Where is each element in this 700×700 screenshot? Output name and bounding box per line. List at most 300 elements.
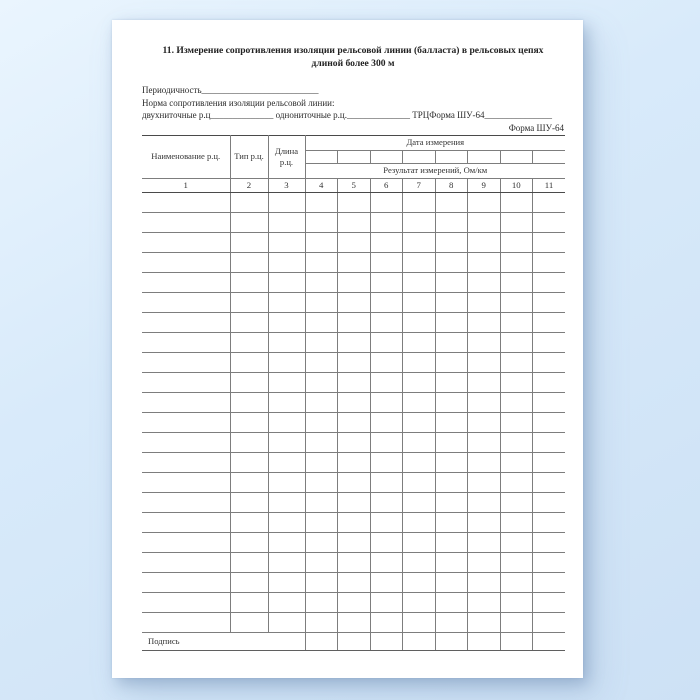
empty-cell xyxy=(403,552,436,572)
empty-cell xyxy=(435,432,468,452)
empty-cell xyxy=(268,332,305,352)
empty-cell xyxy=(268,352,305,372)
empty-cell xyxy=(142,552,230,572)
empty-cell xyxy=(500,552,533,572)
empty-cell xyxy=(435,472,468,492)
empty-cell xyxy=(305,412,338,432)
table-row xyxy=(142,592,565,612)
date-entry-cell xyxy=(403,150,436,163)
signature-value-cell xyxy=(533,632,566,650)
empty-cell xyxy=(230,332,268,352)
empty-cell xyxy=(533,292,566,312)
empty-cell xyxy=(468,432,501,452)
empty-cell xyxy=(533,512,566,532)
table-row xyxy=(142,452,565,472)
empty-cell xyxy=(338,272,371,292)
periodicity-line: Периодичность__________________________ xyxy=(142,85,319,95)
table-row xyxy=(142,192,565,212)
empty-cell xyxy=(370,472,403,492)
empty-cell xyxy=(468,512,501,532)
empty-cell xyxy=(533,212,566,232)
empty-cell xyxy=(468,492,501,512)
page-title-line2: длиной более 300 м xyxy=(311,58,395,69)
empty-cell xyxy=(435,572,468,592)
empty-cell xyxy=(500,392,533,412)
empty-cell xyxy=(142,192,230,212)
empty-cell xyxy=(533,312,566,332)
empty-cell xyxy=(500,192,533,212)
empty-cell xyxy=(468,352,501,372)
empty-cell xyxy=(468,332,501,352)
empty-cell xyxy=(403,312,436,332)
empty-cell xyxy=(230,212,268,232)
empty-cell xyxy=(435,192,468,212)
column-number-cell: 10 xyxy=(500,178,533,192)
empty-cell xyxy=(305,552,338,572)
empty-cell xyxy=(305,452,338,472)
empty-cell xyxy=(268,372,305,392)
empty-cell xyxy=(500,572,533,592)
empty-cell xyxy=(403,192,436,212)
empty-cell xyxy=(468,552,501,572)
empty-cell xyxy=(533,452,566,472)
signature-value-cell xyxy=(403,632,436,650)
empty-cell xyxy=(268,252,305,272)
table-row xyxy=(142,292,565,312)
empty-cell xyxy=(230,492,268,512)
column-number-cell: 4 xyxy=(305,178,338,192)
column-number-cell: 1 xyxy=(142,178,230,192)
empty-cell xyxy=(142,372,230,392)
empty-cell xyxy=(500,592,533,612)
empty-cell xyxy=(305,612,338,632)
empty-cell xyxy=(500,212,533,232)
empty-cell xyxy=(370,432,403,452)
empty-cell xyxy=(435,612,468,632)
empty-cell xyxy=(230,572,268,592)
empty-cell xyxy=(142,332,230,352)
empty-cell xyxy=(435,592,468,612)
date-entry-cell xyxy=(533,150,566,163)
empty-cell xyxy=(305,372,338,392)
empty-cell xyxy=(403,512,436,532)
empty-cell xyxy=(468,212,501,232)
empty-cell xyxy=(533,432,566,452)
empty-cell xyxy=(338,552,371,572)
empty-cell xyxy=(268,612,305,632)
column-number-cell: 7 xyxy=(403,178,436,192)
empty-cell xyxy=(268,212,305,232)
empty-cell xyxy=(230,252,268,272)
empty-cell xyxy=(305,532,338,552)
header-type-cell: Тип р.ц. xyxy=(230,135,268,178)
empty-cell xyxy=(268,592,305,612)
document-content xyxy=(112,20,583,651)
empty-cell xyxy=(468,592,501,612)
empty-cell xyxy=(533,332,566,352)
table-row xyxy=(142,232,565,252)
empty-cell xyxy=(435,512,468,532)
table-row xyxy=(142,312,565,332)
empty-cell xyxy=(142,592,230,612)
empty-cell xyxy=(338,532,371,552)
empty-cell xyxy=(142,412,230,432)
empty-cell xyxy=(338,592,371,612)
empty-cell xyxy=(338,332,371,352)
signature-row xyxy=(142,632,565,650)
empty-cell xyxy=(305,272,338,292)
empty-cell xyxy=(403,532,436,552)
empty-cell xyxy=(338,392,371,412)
column-number-cell: 3 xyxy=(268,178,305,192)
empty-cell xyxy=(500,312,533,332)
empty-cell xyxy=(268,292,305,312)
date-entry-cell xyxy=(468,150,501,163)
empty-cell xyxy=(370,552,403,572)
empty-cell xyxy=(403,232,436,252)
norm-heading: Норма сопротивления изоляции рельсовой линии: xyxy=(142,97,335,108)
signature-label-cell: Подпись xyxy=(142,632,305,650)
empty-cell xyxy=(230,432,268,452)
empty-cell xyxy=(338,512,371,532)
empty-cell xyxy=(268,452,305,472)
empty-cell xyxy=(468,472,501,492)
empty-cell xyxy=(533,372,566,392)
empty-cell xyxy=(230,552,268,572)
empty-cell xyxy=(305,192,338,212)
table-row xyxy=(142,212,565,232)
empty-cell xyxy=(230,512,268,532)
table-head-rows xyxy=(142,135,565,192)
empty-cell xyxy=(305,432,338,452)
table-row xyxy=(142,552,565,572)
empty-cell xyxy=(435,452,468,472)
empty-cell xyxy=(370,512,403,532)
column-number-cell: 6 xyxy=(370,178,403,192)
empty-cell xyxy=(403,212,436,232)
signature-value-cell xyxy=(338,632,371,650)
empty-cell xyxy=(370,412,403,432)
empty-cell xyxy=(230,372,268,392)
empty-cell xyxy=(338,572,371,592)
empty-cell xyxy=(338,292,371,312)
empty-cell xyxy=(500,232,533,252)
empty-cell xyxy=(305,592,338,612)
empty-cell xyxy=(230,532,268,552)
empty-cell xyxy=(370,212,403,232)
empty-cell xyxy=(403,412,436,432)
empty-cell xyxy=(533,352,566,372)
date-entry-cell xyxy=(305,150,338,163)
empty-cell xyxy=(500,452,533,472)
signature-value-cell xyxy=(370,632,403,650)
table-row xyxy=(142,572,565,592)
column-number-cell: 2 xyxy=(230,178,268,192)
empty-cell xyxy=(435,552,468,572)
empty-cell xyxy=(468,312,501,332)
empty-cell xyxy=(268,412,305,432)
empty-cell xyxy=(305,252,338,272)
empty-cell xyxy=(142,252,230,272)
empty-cell xyxy=(370,532,403,552)
empty-cell xyxy=(533,392,566,412)
empty-cell xyxy=(268,472,305,492)
empty-cell xyxy=(230,452,268,472)
table-row xyxy=(142,272,565,292)
empty-cell xyxy=(435,492,468,512)
document-page xyxy=(112,20,583,678)
form-meta xyxy=(142,84,564,122)
empty-cell xyxy=(142,292,230,312)
empty-cell xyxy=(370,192,403,212)
empty-cell xyxy=(533,552,566,572)
empty-cell xyxy=(435,232,468,252)
empty-cell xyxy=(268,392,305,412)
header-name-cell: Наименование р.ц. xyxy=(142,135,230,178)
empty-cell xyxy=(500,532,533,552)
column-number-cell: 9 xyxy=(468,178,501,192)
empty-cell xyxy=(370,232,403,252)
empty-cell xyxy=(468,392,501,412)
empty-cell xyxy=(468,532,501,552)
empty-cell xyxy=(370,452,403,472)
signature-value-cell xyxy=(468,632,501,650)
empty-cell xyxy=(468,272,501,292)
empty-cell xyxy=(435,312,468,332)
table-row xyxy=(142,532,565,552)
empty-cell xyxy=(305,392,338,412)
empty-cell xyxy=(403,492,436,512)
empty-cell xyxy=(142,532,230,552)
column-number-cell: 5 xyxy=(338,178,371,192)
empty-cell xyxy=(268,272,305,292)
table-row xyxy=(142,352,565,372)
empty-cell xyxy=(500,432,533,452)
signature-value-cell xyxy=(305,632,338,650)
empty-cell xyxy=(305,472,338,492)
page-title xyxy=(142,44,564,70)
table-row xyxy=(142,372,565,392)
empty-cell xyxy=(435,532,468,552)
table-row xyxy=(142,252,565,272)
empty-cell xyxy=(403,392,436,412)
empty-cell xyxy=(268,232,305,252)
empty-cell xyxy=(533,572,566,592)
empty-cell xyxy=(305,352,338,372)
empty-cell xyxy=(370,392,403,412)
empty-cell xyxy=(468,292,501,312)
empty-cell xyxy=(338,192,371,212)
empty-cell xyxy=(370,572,403,592)
empty-cell xyxy=(338,232,371,252)
table-row xyxy=(142,432,565,452)
empty-cell xyxy=(268,512,305,532)
measurement-table xyxy=(142,135,565,651)
empty-cell xyxy=(403,332,436,352)
empty-cell xyxy=(403,352,436,372)
table-row xyxy=(142,512,565,532)
empty-cell xyxy=(435,412,468,432)
empty-cell xyxy=(230,592,268,612)
empty-cell xyxy=(268,312,305,332)
empty-cell xyxy=(268,432,305,452)
empty-cell xyxy=(403,472,436,492)
empty-cell xyxy=(468,232,501,252)
empty-cell xyxy=(230,472,268,492)
form-code-label: Форма ШУ-64 xyxy=(508,122,564,133)
header-length-cell: Длина р.ц. xyxy=(268,135,305,178)
empty-cell xyxy=(468,192,501,212)
header-row-top xyxy=(142,135,565,150)
signature-value-cell xyxy=(500,632,533,650)
empty-cell xyxy=(435,272,468,292)
empty-cell xyxy=(338,432,371,452)
empty-cell xyxy=(435,212,468,232)
empty-cell xyxy=(268,532,305,552)
empty-cell xyxy=(468,252,501,272)
table-row xyxy=(142,492,565,512)
empty-cell xyxy=(533,192,566,212)
empty-cell xyxy=(370,272,403,292)
empty-cell xyxy=(230,412,268,432)
empty-cell xyxy=(268,572,305,592)
empty-cell xyxy=(370,332,403,352)
empty-cell xyxy=(533,532,566,552)
page-title-line1: 11. Измерение сопротивления изоляции рельсовой линии (балласта) в рельсовых цепях xyxy=(162,45,544,56)
empty-cell xyxy=(142,232,230,252)
empty-cell xyxy=(533,272,566,292)
empty-cell xyxy=(533,252,566,272)
empty-cell xyxy=(500,272,533,292)
empty-cell xyxy=(403,572,436,592)
empty-cell xyxy=(305,292,338,312)
empty-cell xyxy=(435,392,468,412)
empty-cell xyxy=(435,352,468,372)
table-row xyxy=(142,332,565,352)
empty-cell xyxy=(533,612,566,632)
header-result-group-cell: Результат измерений, Ом/км xyxy=(305,163,565,178)
empty-cell xyxy=(435,332,468,352)
empty-cell xyxy=(468,612,501,632)
empty-cell xyxy=(403,272,436,292)
empty-cell xyxy=(305,212,338,232)
date-entry-cell xyxy=(370,150,403,163)
empty-cell xyxy=(142,392,230,412)
empty-cell xyxy=(533,232,566,252)
empty-cell xyxy=(230,232,268,252)
empty-cell xyxy=(403,432,436,452)
empty-cell xyxy=(305,512,338,532)
empty-cell xyxy=(500,492,533,512)
empty-cell xyxy=(268,492,305,512)
empty-cell xyxy=(370,372,403,392)
empty-cell xyxy=(468,572,501,592)
empty-cell xyxy=(403,292,436,312)
empty-cell xyxy=(268,192,305,212)
empty-cell xyxy=(338,452,371,472)
empty-cell xyxy=(533,472,566,492)
column-number-cell: 8 xyxy=(435,178,468,192)
table-row xyxy=(142,392,565,412)
empty-cell xyxy=(468,372,501,392)
empty-cell xyxy=(142,272,230,292)
empty-cell xyxy=(468,412,501,432)
empty-cell xyxy=(403,592,436,612)
empty-cell xyxy=(500,352,533,372)
table-row xyxy=(142,612,565,632)
empty-cell xyxy=(230,392,268,412)
date-entry-cell xyxy=(338,150,371,163)
empty-cell xyxy=(403,372,436,392)
date-entry-cell xyxy=(435,150,468,163)
empty-cell xyxy=(142,572,230,592)
empty-cell xyxy=(338,352,371,372)
empty-cell xyxy=(305,232,338,252)
empty-cell xyxy=(142,312,230,332)
empty-cell xyxy=(338,252,371,272)
empty-cell xyxy=(533,412,566,432)
empty-cell xyxy=(500,412,533,432)
empty-cell xyxy=(338,212,371,232)
empty-cell xyxy=(338,372,371,392)
empty-cell xyxy=(142,512,230,532)
empty-cell xyxy=(142,452,230,472)
empty-cell xyxy=(500,332,533,352)
empty-cell xyxy=(533,492,566,512)
empty-cell xyxy=(435,292,468,312)
empty-cell xyxy=(142,212,230,232)
empty-cell xyxy=(142,352,230,372)
column-numbers-row xyxy=(142,178,565,192)
empty-cell xyxy=(370,492,403,512)
empty-cell xyxy=(142,432,230,452)
empty-cell xyxy=(500,512,533,532)
empty-cell xyxy=(370,252,403,272)
empty-cell xyxy=(468,452,501,472)
empty-cell xyxy=(305,492,338,512)
empty-cell xyxy=(370,312,403,332)
table-body xyxy=(142,192,565,632)
empty-cell xyxy=(370,612,403,632)
empty-cell xyxy=(338,492,371,512)
signature-value-cell xyxy=(435,632,468,650)
table-foot xyxy=(142,632,565,650)
empty-cell xyxy=(500,472,533,492)
empty-cell xyxy=(142,472,230,492)
empty-cell xyxy=(403,612,436,632)
empty-cell xyxy=(142,492,230,512)
empty-cell xyxy=(533,592,566,612)
empty-cell xyxy=(338,612,371,632)
empty-cell xyxy=(403,452,436,472)
empty-cell xyxy=(230,272,268,292)
empty-cell xyxy=(500,292,533,312)
empty-cell xyxy=(370,352,403,372)
empty-cell xyxy=(230,612,268,632)
empty-cell xyxy=(500,252,533,272)
empty-cell xyxy=(230,312,268,332)
empty-cell xyxy=(435,372,468,392)
empty-cell xyxy=(500,372,533,392)
empty-cell xyxy=(305,312,338,332)
empty-cell xyxy=(500,612,533,632)
empty-cell xyxy=(305,332,338,352)
empty-cell xyxy=(338,472,371,492)
empty-cell xyxy=(230,352,268,372)
empty-cell xyxy=(338,412,371,432)
header-date-group-cell: Дата измерения xyxy=(305,135,565,150)
date-entry-cell xyxy=(500,150,533,163)
